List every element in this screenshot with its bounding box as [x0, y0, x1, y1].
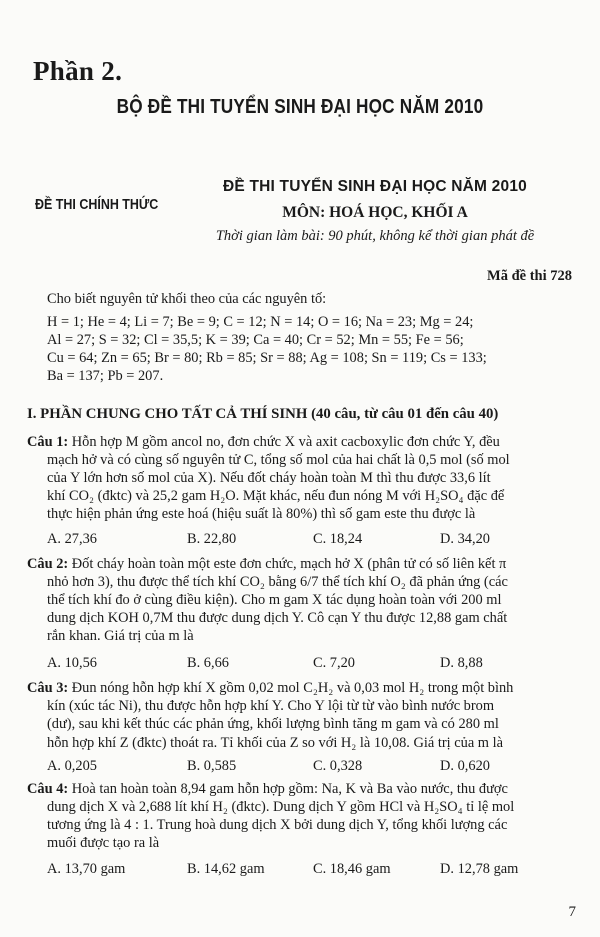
main-title: BỘ ĐỀ THI TUYỂN SINH ĐẠI HỌC NĂM 2010	[116, 96, 484, 118]
option-d: D. 34,20	[440, 531, 490, 547]
question-text: Đốt cháy hoàn toàn một este đơn chức, mạch hở X (phân tử có số liên kết π	[68, 556, 507, 572]
atomic-line: H = 1; He = 4; Li = 7; Be = 9; C = 12; N = 14; O = 16; Na = 23; Mg = 24;	[47, 314, 474, 330]
question-label: Câu 4:	[27, 781, 69, 797]
option-b: B. 0,585	[187, 758, 237, 774]
option-a: A. 13,70 gam	[47, 861, 126, 877]
part-title: Phần 2.	[33, 56, 123, 86]
exam-code: Mã đề thi 728	[487, 268, 572, 284]
subject-line: MÔN: HOÁ HỌC, KHỐI A	[282, 204, 468, 221]
question-line: (dư), sau khi kết thúc các phản ứng, khối lượng bình tăng m gam và có 280 ml	[47, 716, 499, 732]
exam-title: ĐỀ THI TUYỂN SINH ĐẠI HỌC NĂM 2010	[223, 178, 527, 195]
answer-options	[47, 861, 578, 879]
question-line	[27, 433, 578, 451]
question-line: nhỏ hơn 3), thu được thể tích khí CO₂ bằng 6/7 thể tích khí O₂ đã phản ứng (các	[47, 574, 508, 590]
section-heading: I. PHẦN CHUNG CHO TẤT CẢ THÍ SINH (40 câu, từ câu 01 đến câu 40)	[27, 406, 499, 422]
question-line	[27, 555, 578, 573]
atomic-line: Ba = 137; Pb = 207.	[47, 368, 164, 384]
option-a: A. 27,36	[47, 531, 97, 547]
answer-options	[47, 758, 578, 776]
question-text: Hỗn hợp M gồm ancol no, đơn chức X và axit cacboxylic đơn chức Y, đều	[68, 434, 500, 450]
question-line: muối được tạo ra là	[47, 835, 160, 851]
atomic-line: Al = 27; S = 32; Cl = 35,5; K = 39; Ca = 40; Cr = 52; Mn = 55; Fe = 56;	[47, 332, 464, 348]
option-d: D. 8,88	[440, 655, 483, 671]
atomic-intro: Cho biết nguyên tử khối theo của các nguyên tố:	[47, 291, 327, 307]
question-line: thực hiện phản ứng este hoá (hiệu suất là 80%) thì số gam este thu được là	[47, 506, 476, 522]
question-line: thể tích khí đo ở cùng điều kiện). Cho m gam X tác dụng hoàn toàn với 200 ml	[47, 592, 502, 608]
option-c: C. 18,24	[313, 531, 363, 547]
answer-options	[47, 531, 578, 549]
question-line	[27, 679, 578, 697]
question-label: Câu 1:	[27, 434, 69, 450]
option-b: B. 14,62 gam	[187, 861, 265, 877]
question-text: Hoà tan hoàn toàn 8,94 gam hỗn hợp gồm: Na, K và Ba vào nước, thu được	[68, 781, 508, 797]
question-line: mạch hở và có cùng số nguyên tử C, tổng số mol của hai chất là 0,5 mol (số mol	[47, 452, 510, 468]
question-label: Câu 3:	[27, 680, 69, 696]
time-note: Thời gian làm bài: 90 phút, không kể thời gian phát đề	[215, 228, 535, 244]
question-line: của Y lớn hơn số mol của X). Nếu đốt cháy hoàn toàn M thì thu được 33,6 lít	[47, 470, 491, 486]
official-label: ĐỀ THI CHÍNH THỨC	[35, 197, 159, 213]
question-line	[27, 780, 578, 798]
option-a: A. 0,205	[47, 758, 97, 774]
question-label: Câu 2:	[27, 556, 69, 572]
option-b: B. 22,80	[187, 531, 237, 547]
option-d: D. 0,620	[440, 758, 490, 774]
question-line: khí CO₂ (đktc) và 25,2 gam H₂O. Mặt khác, nếu đun nóng M với H₂SO₄ đặc để	[47, 488, 505, 504]
question-line: rắn khan. Giá trị của m là	[47, 628, 194, 644]
option-a: A. 10,56	[47, 655, 97, 671]
question-text: Đun nóng hỗn hợp khí X gồm 0,02 mol C₂H₂ và 0,03 mol H₂ trong một bình	[68, 680, 514, 696]
question-line: tương ứng là 4 : 1. Trung hoà dung dịch X bởi dung dịch Y, tổng khối lượng các	[47, 817, 508, 833]
question-line: dung dịch X và 2,688 lít khí H₂ (đktc). Dung dịch Y gồm HCl và H₂SO₄ tỉ lệ mol	[47, 799, 515, 815]
question-line: kín (xúc tác Ni), thu được hỗn hợp khí Y. Cho Y lội từ từ vào bình nước brom	[47, 698, 495, 714]
answer-options	[47, 655, 578, 673]
question-line: hỗn hợp khí Z (đktc) thoát ra. Tỉ khối của Z so với H₂ là 10,08. Giá trị của m là	[47, 735, 503, 751]
option-c: C. 18,46 gam	[313, 861, 391, 877]
option-c: C. 7,20	[313, 655, 355, 671]
question-line: dung dịch KOH 0,7M thu được dung dịch Y. Cô cạn Y thu được 12,88 gam chất	[47, 610, 508, 626]
page-number: 7	[568, 904, 576, 920]
option-c: C. 0,328	[313, 758, 363, 774]
option-b: B. 6,66	[187, 655, 229, 671]
option-d: D. 12,78 gam	[440, 861, 519, 877]
atomic-line: Cu = 64; Zn = 65; Br = 80; Rb = 85; Sr = 88; Ag = 108; Sn = 119; Cs = 133;	[47, 350, 487, 366]
